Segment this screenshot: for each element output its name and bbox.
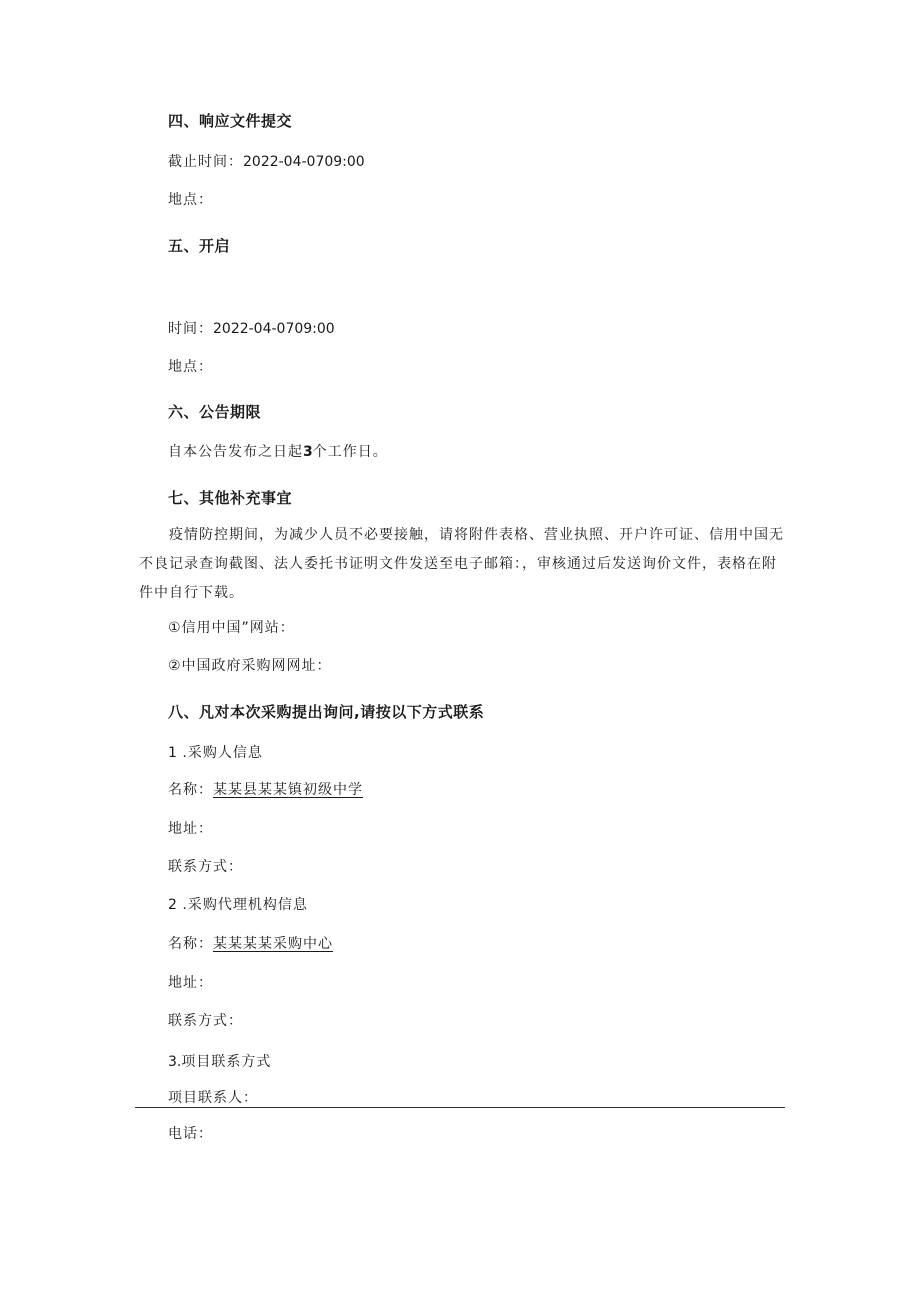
buyer-contact-label: 联系方式： (168, 859, 243, 875)
buyer-name-label: 名称： (168, 782, 213, 798)
supplement-paragraph: 疫情防控期间，为减少人员不必要接触，请将附件表格、营业执照、开户许可证、信用中国无不良记录查询截图、法人委托书证明文件发送至电子邮箱：，审核通过后发送询价文件，表格在附件中自行下载。 (139, 527, 784, 601)
gov-procurement-item: ②中国政府采购网网址： (168, 658, 332, 674)
period-days-number: 3 (303, 444, 313, 460)
agency-info-title (168, 896, 308, 914)
buyer-info-number: 1 (168, 745, 177, 761)
period-text-end: 个工作日。 (312, 444, 388, 460)
project-phone-label: 电话： (168, 1126, 213, 1142)
period-text-start: 自本公告发布之日起 (168, 444, 303, 460)
agency-address-label: 地址： (168, 975, 213, 991)
project-person-label: 项目联系人： (168, 1090, 258, 1106)
opening-time-row (168, 320, 335, 338)
project-contact-label: 项目联系方式 (181, 1054, 272, 1070)
announcement-period-text (168, 443, 388, 461)
agency-name-row (168, 935, 333, 953)
buyer-name-row (168, 781, 363, 799)
opening-time-label: 时间： (168, 321, 213, 337)
submission-place-label: 地点： (168, 192, 213, 208)
project-contact-number: 3. (168, 1054, 182, 1070)
section-6-heading: 六、公告期限 (168, 403, 262, 421)
agency-contact-label: 联系方式： (168, 1013, 243, 1029)
agency-info-label: .采购代理机构信息 (176, 897, 308, 913)
agency-info-number: 2 (168, 897, 177, 913)
opening-place-label: 地点： (168, 359, 213, 375)
credit-china-item: ①信用中国”网站： (168, 620, 295, 636)
section-5-heading: 五、开启 (168, 237, 231, 255)
buyer-address-label: 地址： (168, 821, 213, 837)
agency-name-label: 名称： (168, 936, 213, 952)
section-4-heading: 四、响应文件提交 (168, 112, 293, 130)
section-8-heading: 八、凡对本次采购提出询问,请按以下方式联系 (168, 703, 485, 721)
buyer-info-title (168, 744, 263, 762)
opening-time-value: 2022-04-0709:00 (213, 321, 335, 337)
buyer-name-value: 某某县某某镇初级中学 (213, 782, 363, 798)
buyer-info-label: .采购人信息 (176, 745, 263, 761)
deadline-label: 截止时间： (168, 154, 243, 170)
deadline-row (168, 153, 365, 171)
agency-name-value: 某某某某采购中心 (213, 936, 333, 952)
deadline-value: 2022-04-0709:00 (243, 154, 365, 170)
project-contact-title (168, 1053, 271, 1071)
section-7-heading: 七、其他补充事宜 (168, 489, 293, 507)
horizontal-divider (135, 1107, 785, 1108)
